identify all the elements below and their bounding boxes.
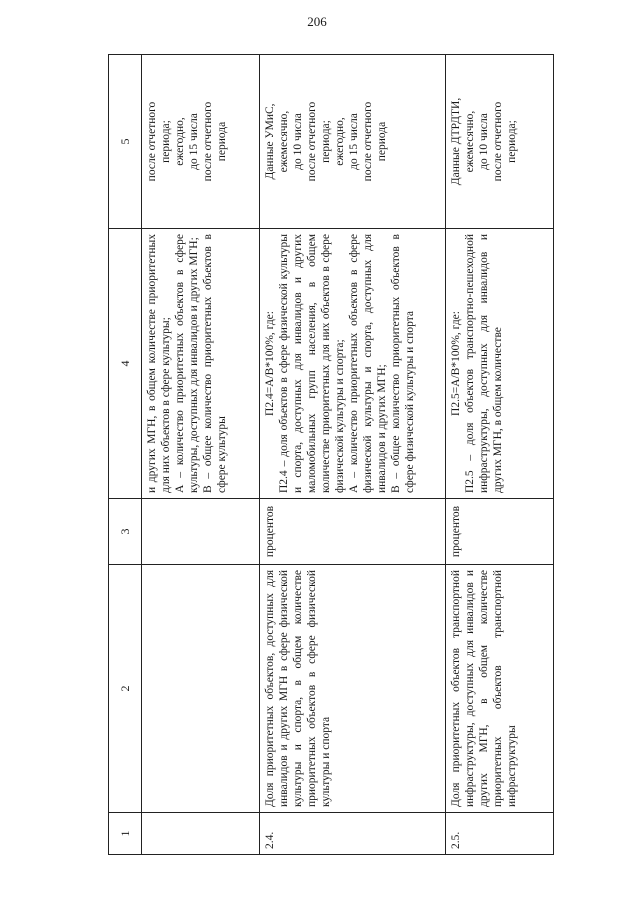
source-line: после отчетного	[202, 101, 215, 182]
source-line: периода	[376, 121, 389, 162]
formula-line: А – количество приоритетных объектов в сфере культуры, доступных для инвалидов и других МГН;	[174, 234, 201, 493]
formula-cell	[446, 229, 554, 499]
unit: процентов	[260, 499, 446, 565]
row-number: 2.5.	[446, 813, 554, 855]
indicator-name: Доля приоритетных объектов, доступных для инвалидов и других МГН в сфере физической культуры и спорта, в общем количестве приоритетных объектов в сфере физической культуры и спорта	[260, 565, 446, 813]
formula-line: А – количество приоритетных объектов в сфере физической культуры и спорта, доступных для инвалидов и других МГН;	[348, 234, 389, 493]
table-header-row	[109, 55, 142, 855]
source-line: до 10 числа	[292, 113, 305, 170]
source-line: периода;	[320, 120, 333, 163]
indicators-table	[108, 54, 554, 855]
source-line: ежегодно,	[174, 117, 187, 166]
table-row	[260, 55, 446, 855]
header-col-3: 3	[109, 499, 142, 565]
unit	[142, 499, 260, 565]
source-line: до 15 числа	[348, 113, 361, 170]
source-line: до 15 числа	[188, 113, 201, 170]
formula-line: В – общее количество приоритетных объектов в сфере физической культуры и спорта	[390, 234, 417, 493]
row-number	[142, 813, 260, 855]
header-col-5: 5	[109, 55, 142, 229]
source-line: после отчетного	[306, 101, 319, 182]
page-number: 206	[307, 14, 327, 29]
source-line: после отчетного	[492, 101, 505, 182]
source-line: периода	[216, 121, 229, 162]
formula-line: и других МГН, в общем количестве приоритетных для них объектов в сфере культуры;	[146, 234, 173, 493]
source-cell	[260, 55, 446, 229]
unit: процентов	[446, 499, 554, 565]
formula-line: П2.4 – доля объектов в сфере физической культуры и спорта, доступных для инвалидов и других маломобильных групп населения, в общем количестве приоритетных для них объектов в сфере физической культуры и спорта;	[278, 234, 347, 493]
source-line: Данные ДТРДТИ,	[450, 97, 462, 186]
source-line: после отчетного	[362, 101, 375, 182]
row-number: 2.4.	[260, 813, 446, 855]
table-row	[446, 55, 554, 855]
formula-line: П2.5 – доля объектов транспортно-пешеходной инфраструктуры, доступных для инвалидов и других МГН, в общем количестве	[464, 234, 505, 493]
rotated-table-container	[108, 55, 548, 855]
formula-line: П2.4=А/В*100%, где:	[264, 311, 276, 416]
header-col-1: 1	[109, 813, 142, 855]
indicator-name: Доля приоритетных объектов транспортной инфраструктуры, доступных для инвалидов и других МГН, в общем количестве приоритетных объектов транспортной инфраструктуры	[446, 565, 554, 813]
source-line: до 10 числа	[478, 113, 491, 170]
source-line: периода;	[506, 120, 519, 163]
formula-cell	[142, 229, 260, 499]
source-line: ежемесячно,	[278, 110, 291, 173]
header-col-4: 4	[109, 229, 142, 499]
formula-line: П2.5=А/В*100%, где:	[450, 311, 462, 416]
source-cell	[446, 55, 554, 229]
source-line: Данные УМиС,	[264, 103, 276, 180]
formula-cell	[260, 229, 446, 499]
source-line: ежемесячно,	[464, 110, 477, 173]
header-col-2: 2	[109, 565, 142, 813]
formula-line: В – общее количество приоритетных объектов в сфере культуры	[202, 234, 229, 493]
source-line: ежегодно,	[334, 117, 347, 166]
table-row	[142, 55, 260, 855]
source-line: после отчетного	[146, 101, 158, 182]
source-line: периода;	[160, 120, 173, 163]
indicator-name	[142, 565, 260, 813]
source-cell	[142, 55, 260, 229]
